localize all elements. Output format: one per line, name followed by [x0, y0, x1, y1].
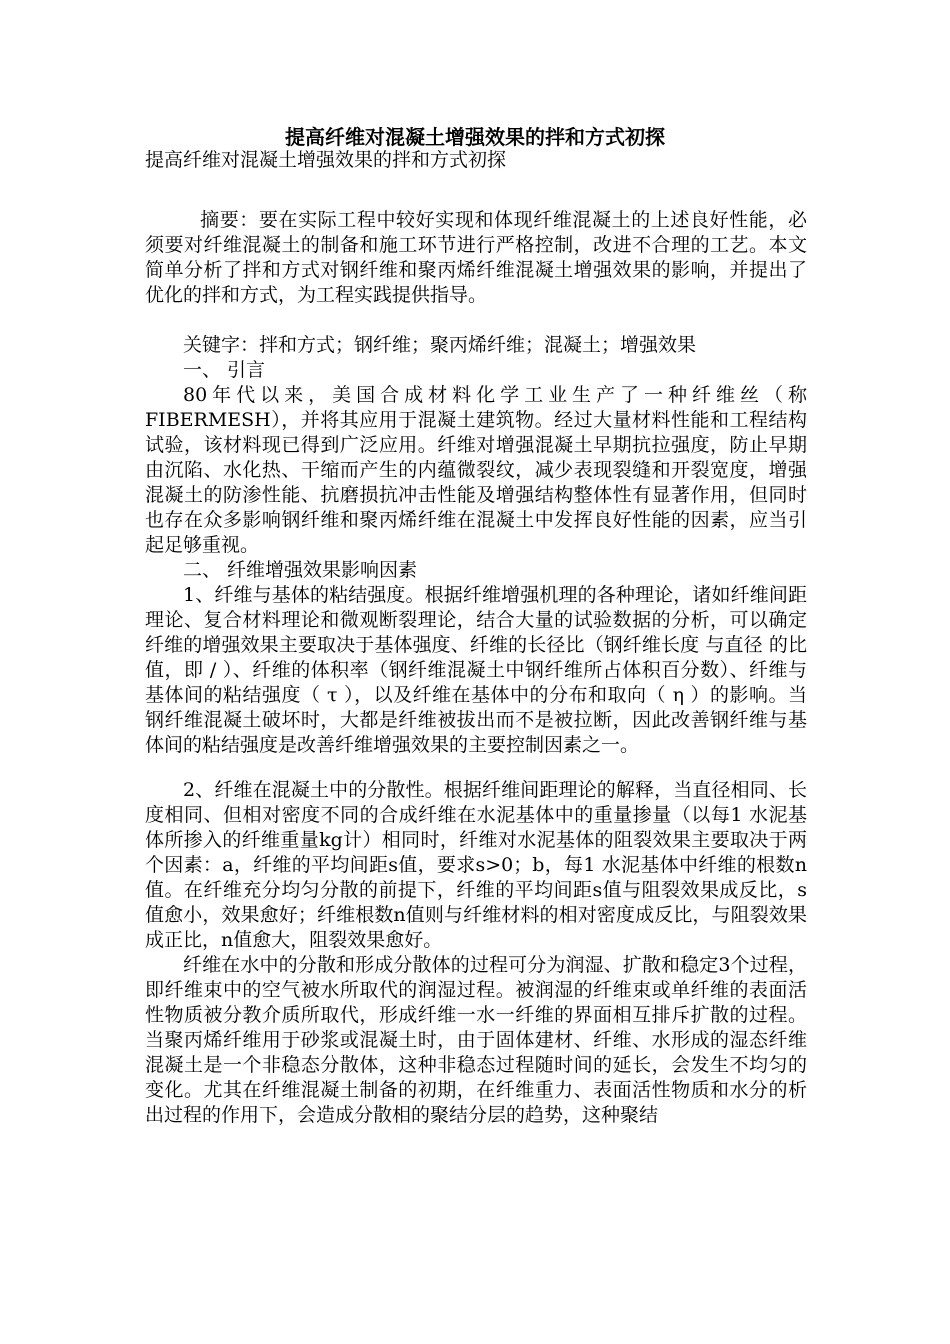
document-subtitle: 提高纤维对混凝土增强效果的拌和方式初探 [145, 149, 507, 171]
spacer [145, 758, 807, 778]
document-body [145, 148, 807, 1128]
factor-1-paragraph: 1、纤维与基体的粘结强度。根据纤维增强机理的各种理论，诸如纤维间距理论、复合材料理论和微观断裂理论，结合大量的试验数据的分析，可以确定纤维的增强效果主要取决于基体强度、纤维的长径比（钢纤维长度 与直径 的比值，即 / ）、纤维的体积率（钢纤维混凝土中钢纤维所占体积百分数）、纤维与基体间的粘结强度（ τ ），以及纤维在基体中的分布和取向（ η ）的影响。当钢纤维混凝土破坏时，大都是纤维被拔出而不是被拉断，因此改善钢纤维与基体间的粘结强度是改善纤维增强效果的主要控制因素之一。 [145, 584, 807, 756]
dispersion-paragraph: 纤维在水中的分散和形成分散体的过程可分为润湿、扩散和稳定3个过程，即纤维束中的空气被水所取代的润湿过程。被润湿的纤维束或单纤维的表面活性物质被分教介质所取代，形成纤维一水一纤维的界面相互排斥扩散的过程。当聚丙烯纤维用于砂浆或混凝土时，由于固体建材、纤维、水形成的湿态纤维混凝土是一个非稳态分散体，这种非稳态过程随时间的延长，会发生不均匀的变化。尤其在纤维混凝土制备的初期，在纤维重力、表面活性物质和水分的析出过程的作用下，会造成分散相的聚结分层的趋势，这种聚结 [145, 954, 807, 1126]
intro-paragraph: 80年代以来，美国合成材料化学工业生产了一种纤维丝（称FIBERMESH），并将其应用于混凝土建筑物。经过大量材料性能和工程结构试验，该材料现已得到广泛应用。纤维对增强混凝土早期抗拉强度，防止早期由沉陷、水化热、干缩而产生的内蕴微裂纹，减少表现裂缝和开裂宽度，增强混凝土的防渗性能、抗磨损抗冲击性能及增强结构整体性有显著作用，但同时也存在众多影响钢纤维和聚丙烯纤维在混凝土中发挥良好性能的因素，应当引起足够重视。 [145, 384, 807, 556]
keywords-line: 关键字：拌和方式；钢纤维；聚丙烯纤维；混凝土；增强效果 [183, 334, 697, 356]
section-heading-factors: 二、 纤维增强效果影响因素 [183, 559, 418, 581]
spacer [145, 308, 807, 333]
section-heading-intro: 一、 引言 [183, 359, 266, 381]
abstract-paragraph: 摘要：要在实际工程中较好实现和体现纤维混凝土的上述良好性能，必须要对纤维混凝土的制备和施工环节进行严格控制，改进不合理的工艺。本文简单分析了拌和方式对钢纤维和聚丙烯纤维混凝土增强效果的影响，并提出了优化的拌和方式，为工程实践提供指导。 [145, 209, 807, 306]
document-title: 提高纤维对混凝土增强效果的拌和方式初探 [285, 125, 665, 149]
factor-2-paragraph: 2、纤维在混凝土中的分散性。根据纤维间距理论的解释，当直径相同、长度相同、但相对密度不同的合成纤维在水泥基体中的重量掺量（以每1 水泥基体所掺入的纤维重量kg计）相同时，纤维对水泥基体的阻裂效果主要取决于两个因素：a，纤维的平均间距s值，要求s>0；b，每1 水泥基体中纤维的根数n值。在纤维充分均匀分散的前提下，纤维的平均间距s值与阻裂效果成反比，s值愈小，效果愈好；纤维根数n值则与纤维材料的相对密度成反比，与阻裂效果成正比，n值愈大，阻裂效果愈好。 [145, 779, 807, 951]
spacer [145, 173, 807, 208]
